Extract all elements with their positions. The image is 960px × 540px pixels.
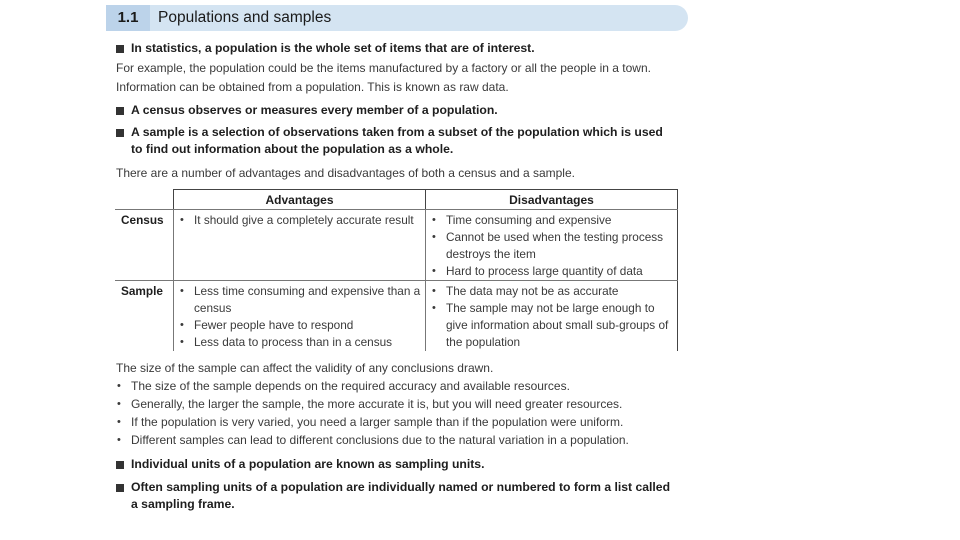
square-bullet-icon [116,45,124,53]
square-bullet-icon [116,461,124,469]
sample-advantages-cell [174,281,426,352]
census-advantages-cell [174,210,426,281]
paragraph-population-example: For example, the population could be the items manufactured by a factory or all the people in a town. [116,61,651,75]
list-item: • The data may not be as accurate [430,283,673,300]
row-label-census: Census [115,210,174,281]
list-item: • Less data to process than in a census [178,334,421,351]
paragraph-advantages-intro: There are a number of advantages and disadvantages of both a census and a sample. [116,166,575,180]
section-title: Populations and samples [158,9,332,26]
key-point-population: In statistics, a population is the whole set of items that are of interest. [116,40,676,57]
table-header-row [115,190,678,210]
header-advantages: Advantages [174,190,426,210]
sample-disadvantages-cell [426,281,678,352]
table-row-census [115,210,678,281]
square-bullet-icon [116,107,124,115]
list-item: • The size of the sample depends on the required accuracy and available resources. [116,377,686,395]
square-bullet-icon [116,484,124,492]
list-item: • It should give a completely accurate result [178,212,421,229]
key-point-sample: A sample is a selection of observations taken from a subset of the population which is used to find out information about the population as a whole. [116,124,676,158]
row-label-sample: Sample [121,284,163,298]
table-corner-cell [115,190,174,210]
square-bullet-icon [116,129,124,137]
census-disadvantages-cell [426,210,678,281]
list-item: • The sample may not be large enough to give information about small sub-groups of the population [430,300,673,351]
table-row-sample [115,281,678,352]
key-point-sampling-frame: Often sampling units of a population are individually named or numbered to form a list called a sampling frame. [116,479,676,513]
key-point-census: A census observes or measures every member of a population. [116,102,676,119]
list-item: • Cannot be used when the testing process destroys the item [430,229,673,263]
list-item: • Different samples can lead to different conclusions due to the natural variation in a population. [116,431,686,449]
list-item: • Hard to process large quantity of data [430,263,673,280]
list-item: • Less time consuming and expensive than a census [178,283,421,317]
paragraph-sample-size: The size of the sample can affect the validity of any conclusions drawn. [116,361,494,375]
list-item: • Time consuming and expensive [430,212,673,229]
list-item: • Fewer people have to respond [178,317,421,334]
section-number: 1.1 [106,5,150,31]
section-header [106,5,688,31]
paragraph-raw-data: Information can be obtained from a population. This is known as raw data. [116,80,509,94]
census-sample-table [115,189,678,351]
key-point-sampling-units: Individual units of a population are known as sampling units. [116,456,676,473]
header-disadvantages: Disadvantages [426,190,678,210]
sample-size-list [116,377,686,449]
list-item: • If the population is very varied, you need a larger sample than if the population were uniform. [116,413,686,431]
list-item: • Generally, the larger the sample, the more accurate it is, but you will need greater resources. [116,395,686,413]
